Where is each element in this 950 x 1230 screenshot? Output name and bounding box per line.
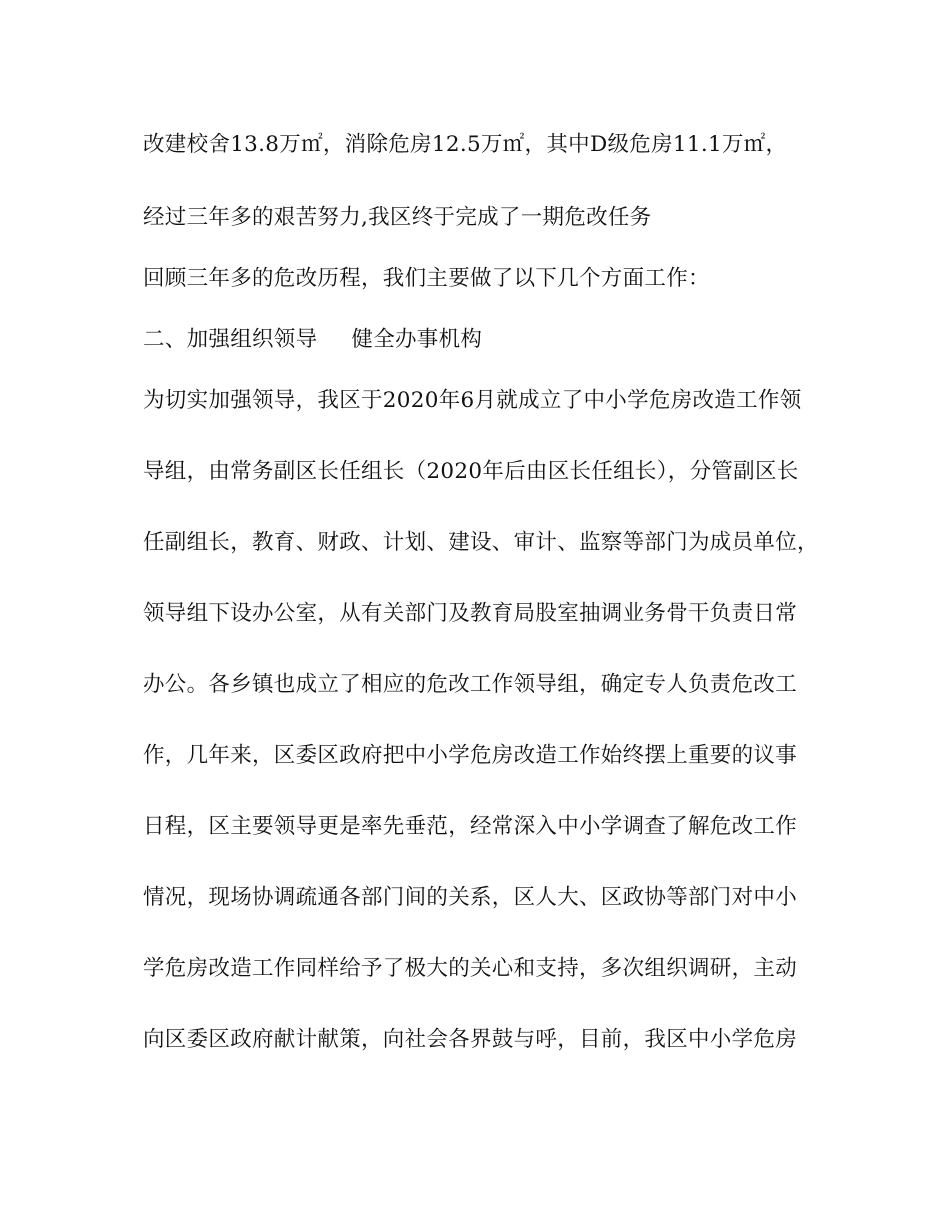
paragraph-line: 学危房改造工作同样给予了极大的关心和支持，多次组织调研，主动: [143, 956, 798, 981]
section-heading-subtitle: 健全办事机构: [351, 327, 483, 352]
paragraph-line: 作，几年来，区委区政府把中小学危房改造工作始终摆上重要的议事: [143, 743, 798, 768]
paragraph-line: 经过三年多的艰苦努力,我区终于完成了一期危改任务: [143, 205, 652, 230]
paragraph-line: 领导组下设办公室，从有关部门及教育局股室抽调业务骨干负责日常: [143, 601, 798, 626]
paragraph-line: 改建校舍13.8万㎡，消除危房12.5万㎡，其中D级危房11.1万㎡，: [143, 132, 788, 157]
paragraph-line: 办公。各乡镇也成立了相应的危改工作领导组，确定专人负责危改工: [143, 672, 798, 697]
paragraph-line: 日程，区主要领导更是率先垂范，经常深入中小学调查了解危改工作: [143, 814, 798, 839]
paragraph-line: 情况，现场协调疏通各部门间的关系，区人大、区政协等部门对中小: [143, 885, 798, 910]
paragraph-line: 向区委区政府献计献策，向社会各界鼓与呼，目前，我区中小学危房: [143, 1027, 798, 1052]
paragraph-line: 为切实加强领导，我区于2020年6月就成立了中小学危房改造工作领: [143, 388, 802, 413]
paragraph-line: 任副组长，教育、财政、计划、建设、审计、监察等部门为成员单位，: [143, 530, 819, 555]
section-heading-title: 二、加强组织领导: [143, 327, 318, 352]
paragraph-line: 导组，由常务副区长任组长（2020年后由区长任组长），分管副区长: [143, 459, 799, 484]
section-heading: [143, 325, 482, 355]
paragraph-line: 回顾三年多的危改历程，我们主要做了以下几个方面工作：: [143, 266, 710, 291]
